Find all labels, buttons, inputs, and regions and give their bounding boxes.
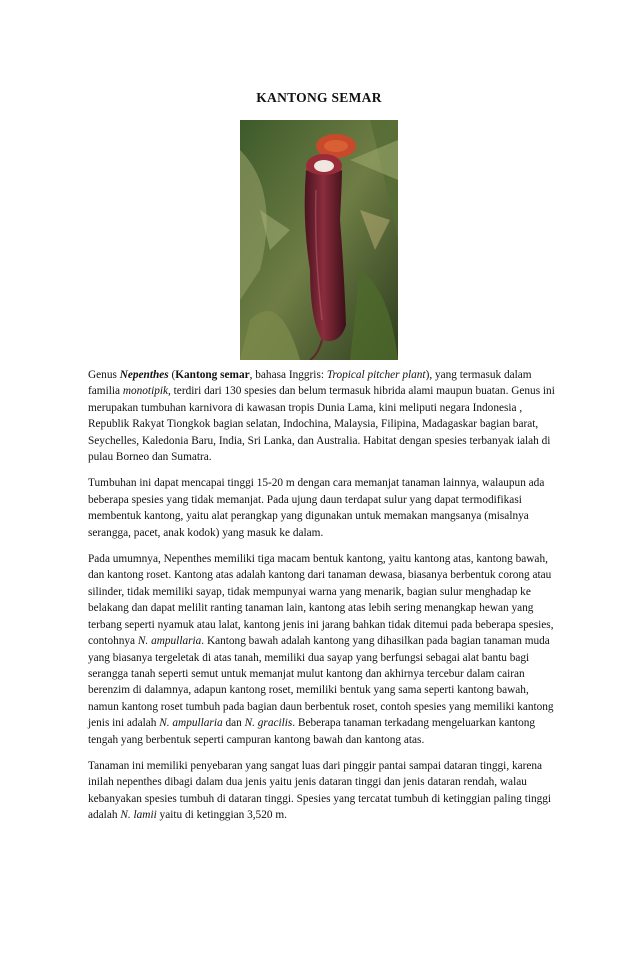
text-run: monotipik [122, 385, 169, 398]
text-run: ), yang termasuk dalam familia [88, 369, 532, 398]
text-run: Tropical pitcher plant [326, 369, 426, 381]
text-run: dan [222, 717, 245, 730]
text-run: yaitu di ketinggian 3,520 m. [156, 809, 287, 822]
text-run: . Beberapa tanaman terkadang mengeluarkan kantong tengah yang berbentuk seperti campuran kantong bawah dan kantong atas. [88, 717, 536, 746]
pitcher-plant-photo [240, 120, 398, 360]
text-run: Genus [88, 369, 120, 381]
paragraph-3 [88, 551, 556, 748]
text-run: , terdiri dari 130 spesies dan belum termasuk hibrida alami maupun buatan. Genus ini merupakan tumbuhan karnivora di kawasan tropis Dunia Lama, kini meliputi negara Indonesia , Republik Rakyat Tiongkok bagian selatan, Indochina, Malaysia, Filipina, Madagaskar bagian barat, Seychelles, Kaledonia Baru, India, Sri Lanka, dan Australia. Habitat dengan spesies terbanyak ialah di pulau Borneo dan Sumatra. [88, 385, 555, 464]
text-run: Nepenthes [119, 369, 169, 381]
paragraph-4 [88, 758, 556, 824]
text-run: N. gracilis [244, 717, 293, 730]
text-run: Tanaman ini memiliki penyebaran yang sangat luas dari pinggir pantai sampai dataran tinggi, karena inilah nepenthes dibagi dalam dua jenis yaitu jenis dataran tinggi dan jenis dataran rendah, walau kebanyakan spesies tumbuh di dataran tinggi. Spesies yang tercatat tumbuh di ketinggian paling tinggi adalah [88, 759, 552, 822]
text-run: Kantong semar [175, 369, 250, 381]
article-body [88, 367, 556, 834]
text-run: Tumbuhan ini dapat mencapai tinggi 15-20 m dengan cara memanjat tanaman lainnya, walaupun ada beberapa spesies yang tidak memanjat. Pada ujung daun terdapat sulur yang dapat termodifikasi membentuk kantong, yaitu alat perangkap yang digunakan untuk memakan mangsanya (misalnya serangga, pacet, anak kodok) yang masuk ke dalam. [88, 477, 545, 539]
text-run: N. ampullaria [159, 717, 223, 730]
text-run: N. lamii [120, 809, 157, 822]
text-run: N. ampullaria [137, 635, 202, 648]
text-run: . Kantong bawah adalah kantong yang dihasilkan pada bagian tanaman muda yang biasanya tergeletak di atas tanah, memiliki dua sayap yang berfungsi sebagai alat bantu bagi serangga tanah seperti semut untuk memanjat mulut kantong dan akhirnya tercebur dalam cairan berenzim di dalamnya, adapun kantong roset, memiliki bentuk yang sama seperti kantong bawah, namun kantong roset tumbuh pada bagian daun berbentuk roset, contoh spesies yang memiliki kantong jenis ini adalah [88, 635, 554, 730]
document-title: KANTONG SEMAR [256, 90, 382, 105]
text-run: ( [168, 369, 176, 381]
text-run: , bahasa Inggris: [249, 369, 327, 381]
paragraph-2 [88, 475, 556, 541]
paragraph-1 [88, 367, 556, 465]
text-run: Pada umumnya, Nepenthes memiliki tiga macam bentuk kantong, yaitu kantong atas, kantong bawah, dan kantong roset. Kantong atas adalah kantong dari tanaman dewasa, biasanya berbentuk corong atau silinder, tidak memiliki sayap, tidak mempunyai warna yang menarik, bagian sulur menghadap ke belakang dan dapat melilit ranting tanaman lain, kantong atas lebih sering menangkap hewan yang terbang seperti nyamuk atau lalat, kantong jenis ini jarang bahkan tidak ditemui pada beberapa spesies, contohnya [88, 553, 554, 648]
